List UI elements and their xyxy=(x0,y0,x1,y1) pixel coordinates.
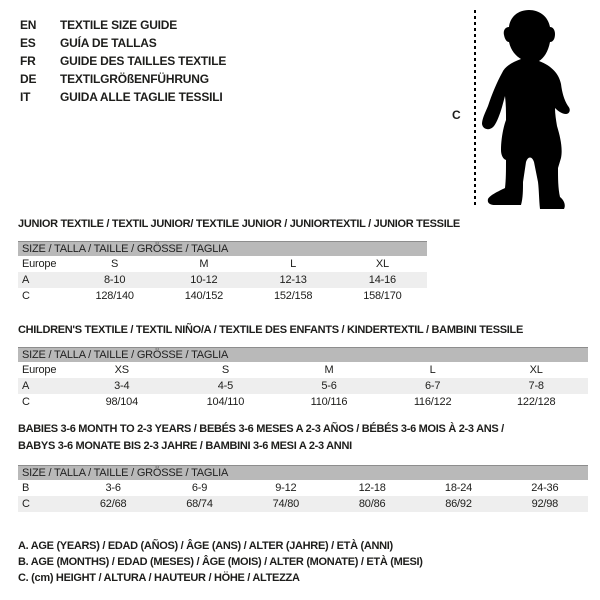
table-cell: 74/80 xyxy=(272,498,300,510)
toddler-silhouette-image xyxy=(478,8,578,210)
table-cell: M xyxy=(324,364,334,376)
table-cell: 92/98 xyxy=(531,498,559,510)
children-size-table xyxy=(18,347,588,410)
lang-title: GUÍA DE TALLAS xyxy=(60,36,157,50)
measurement-legend xyxy=(18,538,423,586)
table-row xyxy=(18,288,427,304)
table-cell: 110/116 xyxy=(310,396,348,408)
table-cell: 7-8 xyxy=(528,380,544,392)
babies-table-rows xyxy=(18,480,588,512)
lang-row-it xyxy=(20,88,226,106)
row-label: C xyxy=(22,498,30,510)
lang-code: IT xyxy=(20,90,31,104)
table-cell: 10-12 xyxy=(190,274,218,286)
children-section-title: CHILDREN'S TEXTILE / TEXTIL NIÑO/A / TEXTILE DES ENFANTS / KINDERTEXTIL / BAMBINI TESSILE xyxy=(18,324,523,336)
table-cell: 6-9 xyxy=(191,482,208,494)
table-row xyxy=(18,272,427,288)
table-cell: 68/74 xyxy=(186,498,213,510)
table-cell: 8-10 xyxy=(104,274,126,286)
row-label: Europe xyxy=(22,364,57,376)
junior-table-rows xyxy=(18,256,427,304)
row-label: Europe xyxy=(22,258,57,270)
table-row xyxy=(18,378,588,394)
size-header-band: SIZE / TALLA / TAILLE / GRÖSSE / TAGLIA xyxy=(18,241,427,256)
junior-section-title: JUNIOR TEXTILE / TEXTIL JUNIOR/ TEXTILE JUNIOR / JUNIORTEXTIL / JUNIOR TESSILE xyxy=(18,218,460,230)
table-cell: L xyxy=(429,364,436,376)
table-row xyxy=(18,362,588,378)
lang-code: EN xyxy=(20,18,37,32)
table-cell: 98/104 xyxy=(105,396,139,408)
table-cell: 116/122 xyxy=(413,396,452,408)
row-label: A xyxy=(22,274,30,286)
row-label: C xyxy=(22,290,30,302)
junior-size-table xyxy=(18,241,427,304)
table-cell: M xyxy=(199,258,209,270)
lang-code: ES xyxy=(20,36,36,50)
table-cell: 122/128 xyxy=(517,396,556,408)
table-row xyxy=(18,480,588,496)
table-cell: 18-24 xyxy=(444,482,473,494)
table-cell: XS xyxy=(114,364,129,376)
lang-title: GUIDE DES TAILLES TEXTILE xyxy=(60,54,227,68)
table-cell: 12-18 xyxy=(358,482,386,494)
row-label: C xyxy=(22,396,30,408)
lang-title: GUIDA ALLE TAGLIE TESSILI xyxy=(60,90,223,104)
table-cell: XL xyxy=(529,364,543,376)
lang-title: TEXTILE SIZE GUIDE xyxy=(60,18,178,32)
babies-title-line-2: BABYS 3-6 MONATE BIS 2-3 JAHRE / BAMBINI 3-6 MESI A 2-3 ANNI xyxy=(18,440,352,452)
table-cell: 24-36 xyxy=(531,482,559,494)
table-cell: 62/68 xyxy=(99,498,127,510)
lang-code: FR xyxy=(20,54,36,68)
table-cell: S xyxy=(221,364,229,376)
legend-line-a: A. AGE (YEARS) / EDAD (AÑOS) / ÂGE (ANS) / ALTER (JAHRE) / ETÀ (ANNI) xyxy=(18,540,393,552)
babies-size-table xyxy=(18,465,588,512)
table-cell: S xyxy=(111,258,119,270)
lang-row-es xyxy=(20,34,226,52)
table-cell: 3-4 xyxy=(114,380,130,392)
table-cell: 12-13 xyxy=(279,274,307,286)
table-cell: 128/140 xyxy=(95,290,134,302)
height-dashed-line xyxy=(474,10,476,208)
babies-section-title xyxy=(18,421,504,455)
height-measure-label: C xyxy=(452,108,461,122)
row-label: A xyxy=(22,380,30,392)
row-label: B xyxy=(22,482,30,494)
lang-row-fr xyxy=(20,52,226,70)
table-cell: 9-12 xyxy=(275,482,297,494)
table-cell: 86/92 xyxy=(445,498,472,510)
table-cell: L xyxy=(290,258,297,270)
table-cell: 5-6 xyxy=(321,380,337,392)
lang-code: DE xyxy=(20,72,37,86)
table-cell: 14-16 xyxy=(368,274,396,286)
table-cell: 3-6 xyxy=(105,482,121,494)
table-row xyxy=(18,496,588,512)
table-cell: 6-7 xyxy=(424,380,441,392)
table-cell: 140/152 xyxy=(184,290,224,302)
legend-line-b: B. AGE (MONTHS) / EDAD (MESES) / ÂGE (MOIS) / ALTER (MONATE) / ETÀ (MESI) xyxy=(18,556,423,568)
table-cell: 104/110 xyxy=(206,396,245,408)
table-row xyxy=(18,256,427,272)
size-header-band: SIZE / TALLA / TAILLE / GRÖSSE / TAGLIA xyxy=(18,347,588,362)
table-cell: 152/158 xyxy=(273,290,313,302)
lang-row-en xyxy=(20,16,226,34)
babies-title-line-1: BABIES 3-6 MONTH TO 2-3 YEARS / BEBÉS 3-6 MESES A 2-3 AÑOS / BÉBÉS 3-6 MOIS À 2-3 ANS / xyxy=(18,423,504,435)
legend-line-c: C. (cm) HEIGHT / ALTURA / HAUTEUR / HÖHE / ALTEZZA xyxy=(18,572,300,584)
table-cell: XL xyxy=(375,258,389,270)
table-cell: 158/170 xyxy=(363,290,402,302)
table-cell: 4-5 xyxy=(217,380,234,392)
table-cell: 80/86 xyxy=(358,498,386,510)
lang-title: TEXTILGRÖßENFÜHRUNG xyxy=(60,72,209,86)
children-table-rows xyxy=(18,362,588,410)
size-header-band: SIZE / TALLA / TAILLE / GRÖSSE / TAGLIA xyxy=(18,465,588,480)
language-header xyxy=(20,16,226,106)
lang-row-de xyxy=(20,70,226,88)
table-row xyxy=(18,394,588,410)
